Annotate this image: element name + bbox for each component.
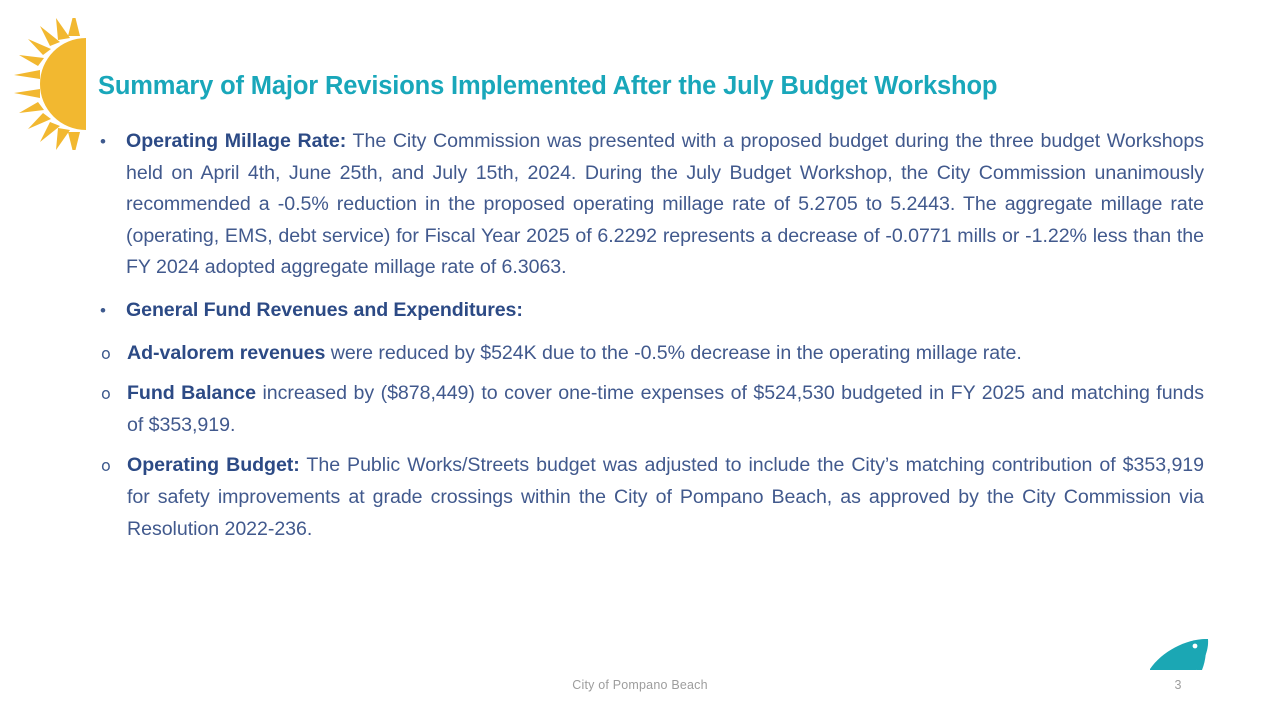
sub-bullet-item-operating-budget xyxy=(96,450,1204,545)
sub-bullet-lead-label: Fund Balance xyxy=(127,382,256,405)
bullet-lead-label: General Fund Revenues and Expenditures: xyxy=(126,298,523,321)
fish-wave-logo-icon xyxy=(1148,637,1210,673)
footer-organization-label: City of Pompano Beach xyxy=(572,678,708,692)
sub-bullet-lead-label: Ad-valorem revenues xyxy=(127,341,326,364)
page-number: 3 xyxy=(1174,678,1182,692)
bullet-marker-icon: • xyxy=(100,300,106,320)
slide-body xyxy=(96,126,1204,554)
sub-bullet-item-ad-valorem-revenues xyxy=(96,338,1204,370)
sub-bullet-lead-label: Operating Budget: xyxy=(127,454,300,477)
sub-bullet-body-text: The Public Works/Streets budget was adjusted to include the City’s matching contribution of $353,919 for safety improvements at grade crossings within the City of Pompano Beach, as approved by the City Commission via Resolution 2022-236. xyxy=(127,454,1204,540)
bullet-item-operating-millage-rate xyxy=(96,126,1204,284)
bullet-paragraph xyxy=(126,295,1204,327)
bullet-marker-icon: • xyxy=(100,132,106,151)
sub-bullet-item-fund-balance xyxy=(96,378,1204,441)
sub-bullet-body-text: increased by ($878,449) to cover one-time expenses of $524,530 budgeted in FY 2025 and matching funds of $353,919. xyxy=(127,382,1204,436)
sub-bullet-marker-icon: o xyxy=(101,343,111,363)
bullet-lead-label: Operating Millage Rate: xyxy=(126,130,347,152)
sub-bullet-body-text: were reduced by $524K due to the -0.5% decrease in the operating millage rate. xyxy=(325,341,1022,364)
slide-title: Summary of Major Revisions Implemented After the July Budget Workshop xyxy=(98,72,998,100)
sub-bullet-paragraph xyxy=(127,378,1204,441)
sub-bullet-paragraph xyxy=(127,338,1204,370)
bullet-item-general-fund xyxy=(96,295,1204,327)
sub-bullet-marker-icon: o xyxy=(101,456,111,476)
sub-bullet-paragraph xyxy=(127,450,1204,545)
bullet-paragraph xyxy=(126,126,1204,284)
bullet-body-text: The City Commission was presented with a proposed budget during the three budget Workshops held on April 4th, June 25th, and July 15th, 2024. During the July Budget Workshop, the City Commission unanimously recommended a -0.5% reduction in the proposed operating millage rate of 5.2705 to 5.2443. The aggregate millage rate (operating, EMS, debt service) for Fiscal Year 2025 of 6.2292 represents a decrease of -0.0771 mills or -1.22% less than the FY 2024 adopted aggregate millage rate of 6.3063. xyxy=(126,130,1204,279)
sub-bullet-marker-icon: o xyxy=(101,384,111,404)
